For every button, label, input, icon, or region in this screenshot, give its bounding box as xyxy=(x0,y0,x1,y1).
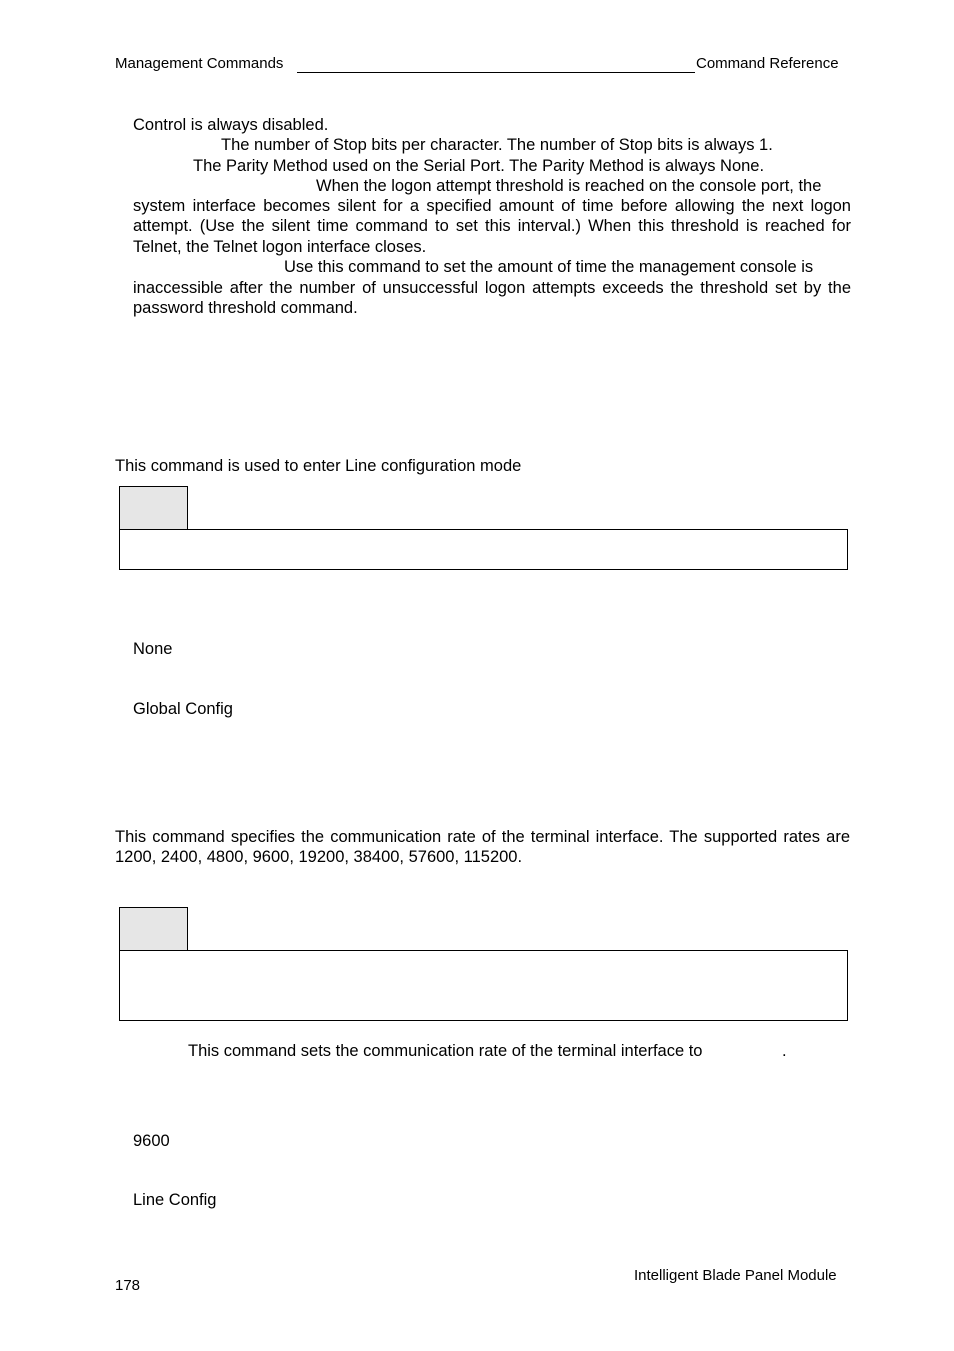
header-right: Command Reference xyxy=(696,55,839,72)
flow-control-text: Control is always disabled. xyxy=(133,116,329,134)
threshold-text-rest: system interface becomes silent for a specified amount of time before allowing the next logon attempt. (Use the silent time command to set this interval.) When this threshold is reached for Telnet, the Telnet logon interface closes. xyxy=(133,197,851,256)
footer-product: Intelligent Blade Panel Module xyxy=(634,1267,837,1284)
silent-time-text-rest: inaccessible after the number of unsuccessful logon attempts exceeds the threshold set by the password threshold command. xyxy=(133,279,851,318)
parity-text: The Parity Method used on the Serial Port. The Parity Method is always None. xyxy=(193,157,765,175)
format-box xyxy=(119,529,848,570)
header-rule xyxy=(297,72,695,73)
serial-baudrate-description: This command specifies the communication rate of the terminal interface. The supported rates are 1200, 2400, 4800, 9600, 19200, 38400, 57600, 115200. xyxy=(115,828,850,867)
baudrate-note: This command sets the communication rate of the terminal interface to xyxy=(188,1042,703,1060)
format-box-2 xyxy=(119,950,848,1021)
baudrate-default: 9600 xyxy=(133,1132,170,1150)
threshold-text-first: When the logon attempt threshold is reached on the console port, the xyxy=(316,177,822,195)
header-left: Management Commands xyxy=(115,55,284,72)
format-label-box xyxy=(119,486,188,530)
stop-bits-text: The number of Stop bits per character. The number of Stop bits is always 1. xyxy=(221,136,773,154)
silent-time-text-first: Use this command to set the amount of time the management console is xyxy=(284,258,814,276)
baudrate-mode: Line Config xyxy=(133,1191,217,1209)
format-label-box-2 xyxy=(119,907,188,951)
line-config-description: This command is used to enter Line configuration mode xyxy=(115,457,522,475)
line-config-default: None xyxy=(133,640,173,658)
page-number: 178 xyxy=(115,1277,141,1294)
baudrate-note-end: . xyxy=(782,1042,787,1060)
line-config-mode: Global Config xyxy=(133,700,233,718)
